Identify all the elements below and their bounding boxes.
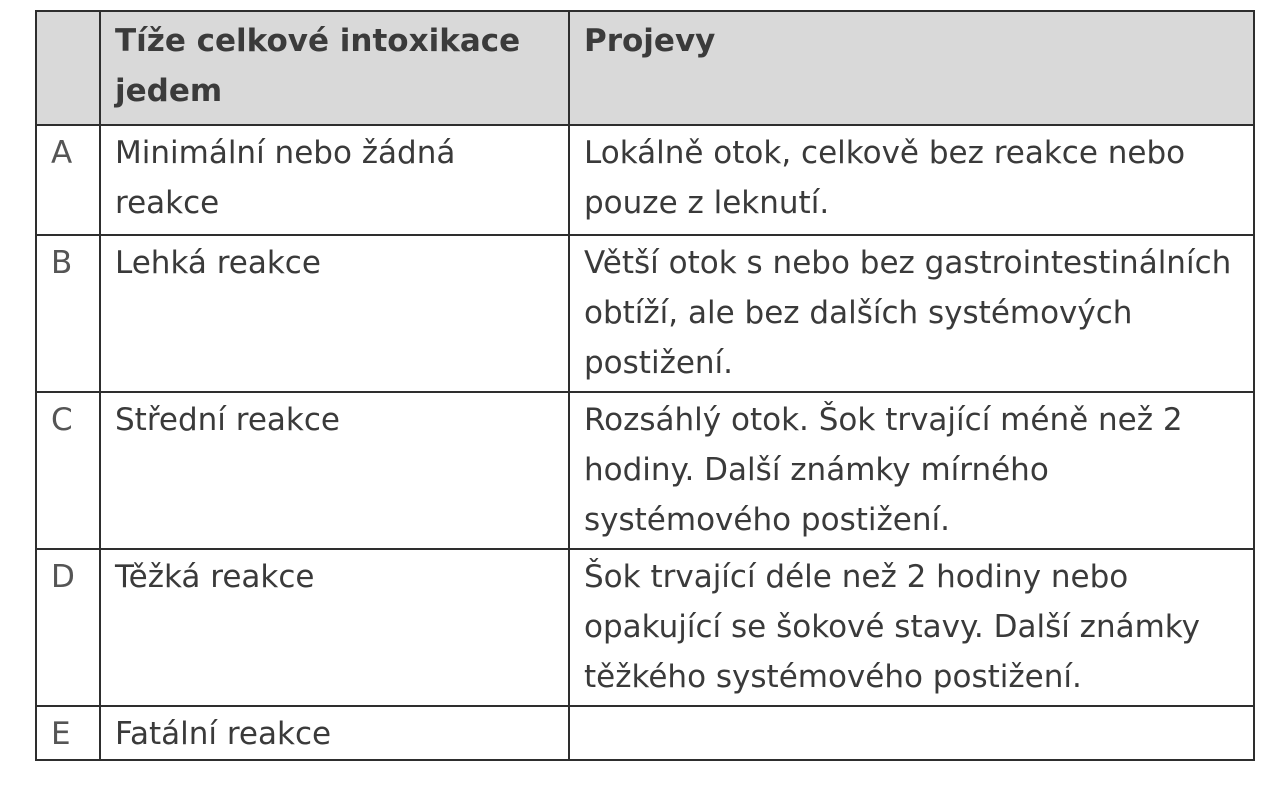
symptoms-cell: Šok trvající déle než 2 hodiny nebo opakující se šokové stavy. Další známky těžkého systémového postižení. [569, 549, 1254, 706]
header-severity: Tíže celkové intoxikace jedem [100, 11, 569, 125]
grade-cell: A [36, 125, 100, 235]
severity-cell: Minimální nebo žádná reakce [100, 125, 569, 235]
severity-cell: Střední reakce [100, 392, 569, 549]
table-row [36, 549, 1254, 706]
severity-cell: Fatální reakce [100, 706, 569, 760]
symptoms-cell [569, 706, 1254, 760]
header-row [36, 11, 1254, 125]
severity-cell: Těžká reakce [100, 549, 569, 706]
severity-table [35, 10, 1255, 761]
table-row [36, 392, 1254, 549]
symptoms-cell: Lokálně otok, celkově bez reakce nebo pouze z leknutí. [569, 125, 1254, 235]
table-row [36, 125, 1254, 235]
table-row [36, 235, 1254, 392]
symptoms-cell: Rozsáhlý otok. Šok trvající méně než 2 hodiny. Další známky mírného systémového postižení. [569, 392, 1254, 549]
grade-cell: C [36, 392, 100, 549]
grade-cell: B [36, 235, 100, 392]
grade-cell: D [36, 549, 100, 706]
severity-cell: Lehká reakce [100, 235, 569, 392]
header-symptoms: Projevy [569, 11, 1254, 125]
grade-cell: E [36, 706, 100, 760]
symptoms-cell: Větší otok s nebo bez gastrointestinálních obtíží, ale bez dalších systémových postižení. [569, 235, 1254, 392]
table-row [36, 706, 1254, 760]
header-grade [36, 11, 100, 125]
